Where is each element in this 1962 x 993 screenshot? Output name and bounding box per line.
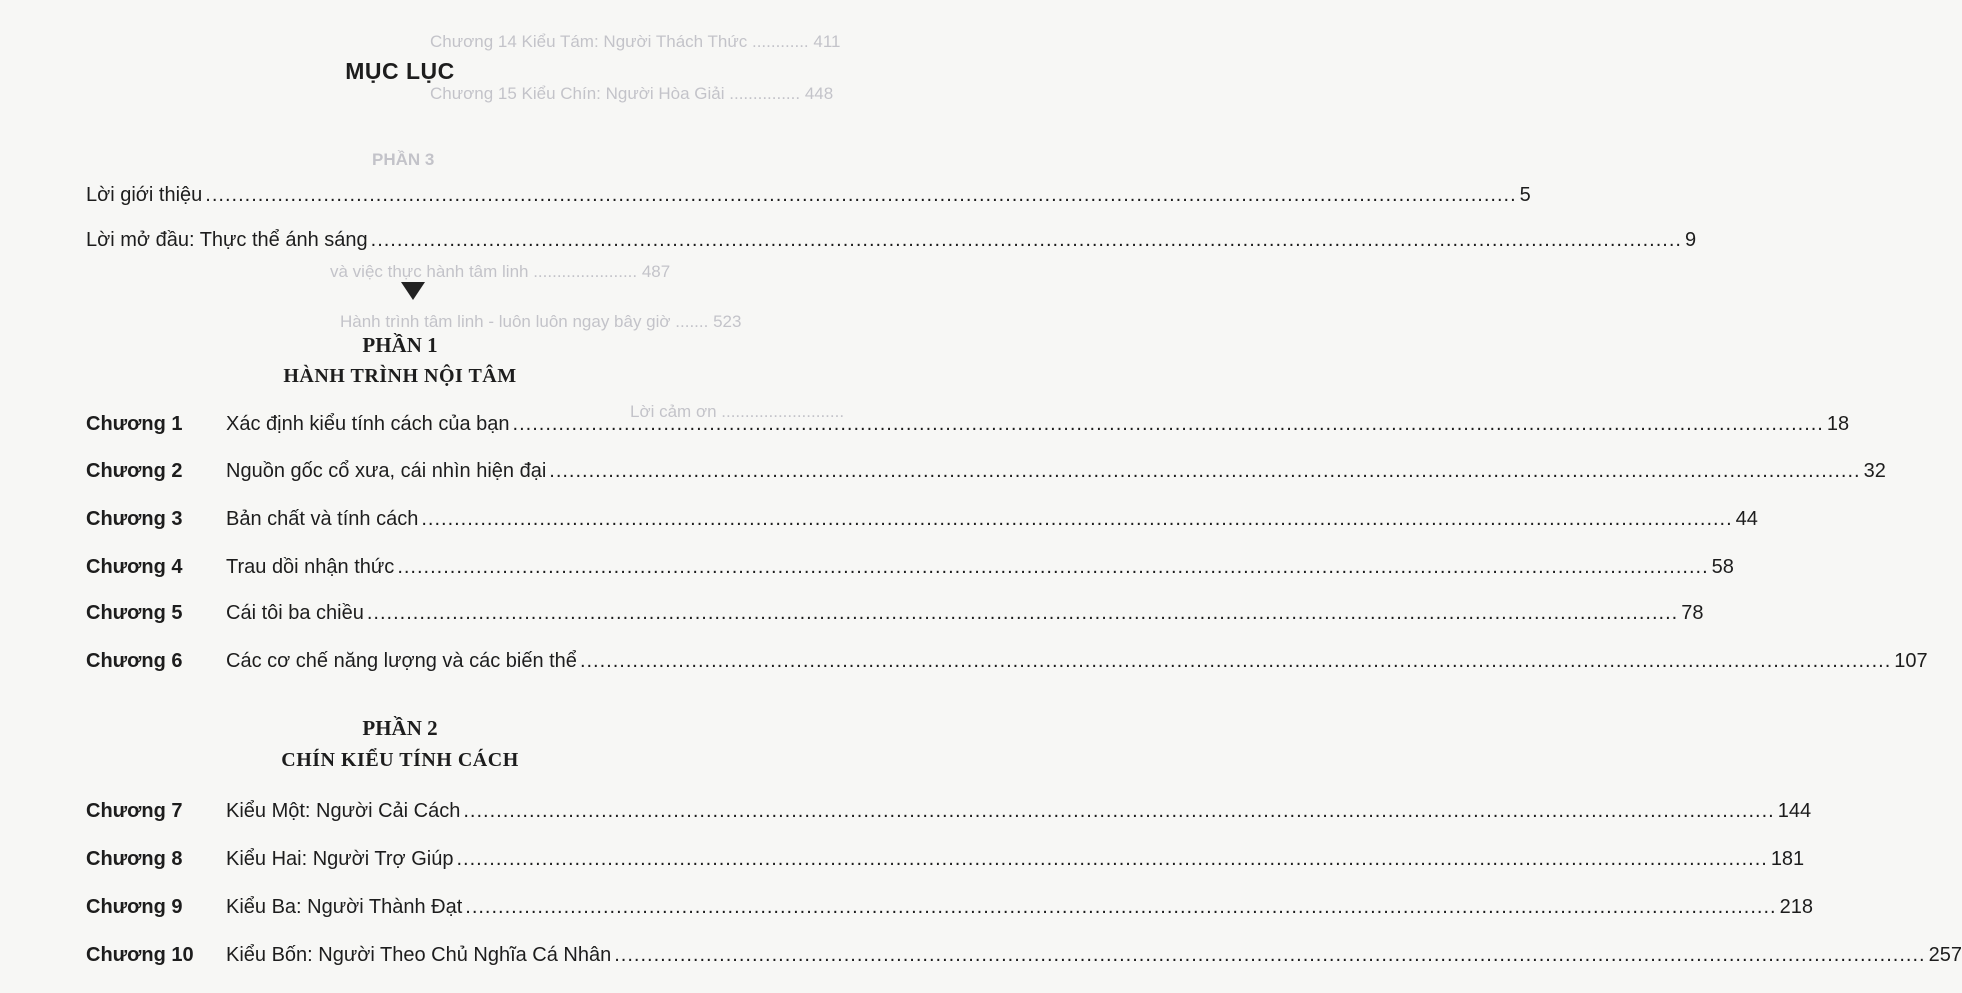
leader-dots — [580, 650, 1891, 673]
toc-entry-page: 218 — [1779, 896, 1813, 918]
toc-entry — [86, 229, 1697, 252]
toc-entry-text: Kiểu Hai: Người Trợ Giúp — [226, 848, 454, 870]
chapter-label: Chương 7 — [86, 800, 183, 822]
chapter-label: Chương 8 — [86, 848, 183, 870]
toc-entry-text: Cái tôi ba chiều — [226, 602, 364, 624]
part-label: PHẦN 1 — [362, 333, 438, 357]
toc-entry — [226, 944, 1962, 967]
toc-entry — [226, 848, 1805, 871]
leader-dots — [397, 556, 1708, 579]
chapter-label: Chương 10 — [86, 944, 194, 966]
chapter-label: Chương 2 — [86, 460, 183, 482]
bleed-line: Lời cảm ơn .......................... — [630, 402, 845, 421]
leader-dots — [421, 508, 1732, 531]
toc-entry — [226, 460, 1886, 483]
toc-entry-text: Nguồn gốc cổ xưa, cái nhìn hiện đại — [226, 460, 547, 482]
chapter-label: Chương 1 — [86, 413, 183, 435]
toc-entry-text: Lời giới thiệu — [86, 184, 203, 206]
leader-dots — [549, 460, 1860, 483]
leader-dots — [456, 848, 1767, 871]
chapter-label: Chương 9 — [86, 896, 183, 918]
toc-entry-page: 107 — [1894, 650, 1928, 672]
chapter-label: Chương 6 — [86, 650, 183, 672]
toc-entry-page: 9 — [1684, 229, 1697, 251]
part-label: PHẦN 2 — [362, 716, 438, 740]
toc-entry-page: 181 — [1770, 848, 1805, 870]
toc-entry — [226, 556, 1734, 579]
bleed-line: Hành trình tâm linh - luôn luôn ngay bây giờ ....... 523 — [340, 312, 742, 331]
toc-entry-text: Các cơ chế năng lượng và các biến thể — [226, 650, 577, 672]
toc-entry-text: Lời mở đầu: Thực thể ánh sáng — [86, 229, 368, 251]
leader-dots — [465, 896, 1776, 919]
leader-dots — [205, 184, 1516, 207]
triangle-down-icon — [401, 282, 425, 300]
toc-entry-text: Kiểu Một: Người Cải Cách — [226, 800, 461, 822]
toc-entry-page: 144 — [1777, 800, 1812, 822]
chapter-label: Chương 4 — [86, 556, 183, 578]
toc-entry — [226, 650, 1928, 673]
chapter-label: Chương 5 — [86, 602, 183, 624]
bleed-line: PHẦN 3 — [372, 150, 435, 169]
page-title: MỤC LỤC — [345, 58, 455, 84]
toc-entry-text: Trau dồi nhận thức — [226, 556, 395, 578]
toc-entry-page: 78 — [1681, 602, 1704, 624]
toc-entry-page: 44 — [1735, 508, 1758, 530]
toc-entry — [226, 602, 1704, 625]
leader-dots — [614, 944, 1925, 967]
toc-entry — [226, 896, 1813, 919]
part-title: HÀNH TRÌNH NỘI TÂM — [283, 365, 517, 387]
bleed-line: và việc thực hành tâm linh ...................... 487 — [330, 262, 671, 281]
bleed-line: Chương 14 Kiểu Tám: Người Thách Thức ............ 411 — [430, 32, 841, 51]
toc-entry — [226, 413, 1850, 436]
toc-entry-page: 5 — [1519, 184, 1531, 206]
toc-entry-text: Kiểu Bốn: Người Theo Chủ Nghĩa Cá Nhân — [226, 944, 612, 966]
leader-dots — [463, 800, 1774, 823]
toc-entry — [226, 508, 1758, 531]
toc-entry-page: 32 — [1863, 460, 1886, 482]
toc-entry-text: Bản chất và tính cách — [226, 508, 419, 530]
chapter-label: Chương 3 — [86, 508, 183, 530]
leader-dots — [513, 413, 1824, 436]
toc-entry-text: Kiểu Ba: Người Thành Đạt — [226, 896, 463, 918]
toc-entry-page: 58 — [1711, 556, 1734, 578]
toc-entry — [86, 184, 1531, 207]
leader-dots — [367, 602, 1678, 625]
bleed-line: Chương 15 Kiểu Chín: Người Hòa Giải ............... 448 — [430, 84, 834, 103]
toc-entry-page: 257 — [1928, 944, 1962, 966]
part-title: CHÍN KIỂU TÍNH CÁCH — [281, 749, 519, 771]
toc-entry — [226, 800, 1812, 823]
leader-dots — [371, 229, 1682, 252]
toc-entry-text: Xác định kiểu tính cách của bạn — [226, 413, 510, 435]
toc-entry-page: 18 — [1826, 413, 1850, 435]
